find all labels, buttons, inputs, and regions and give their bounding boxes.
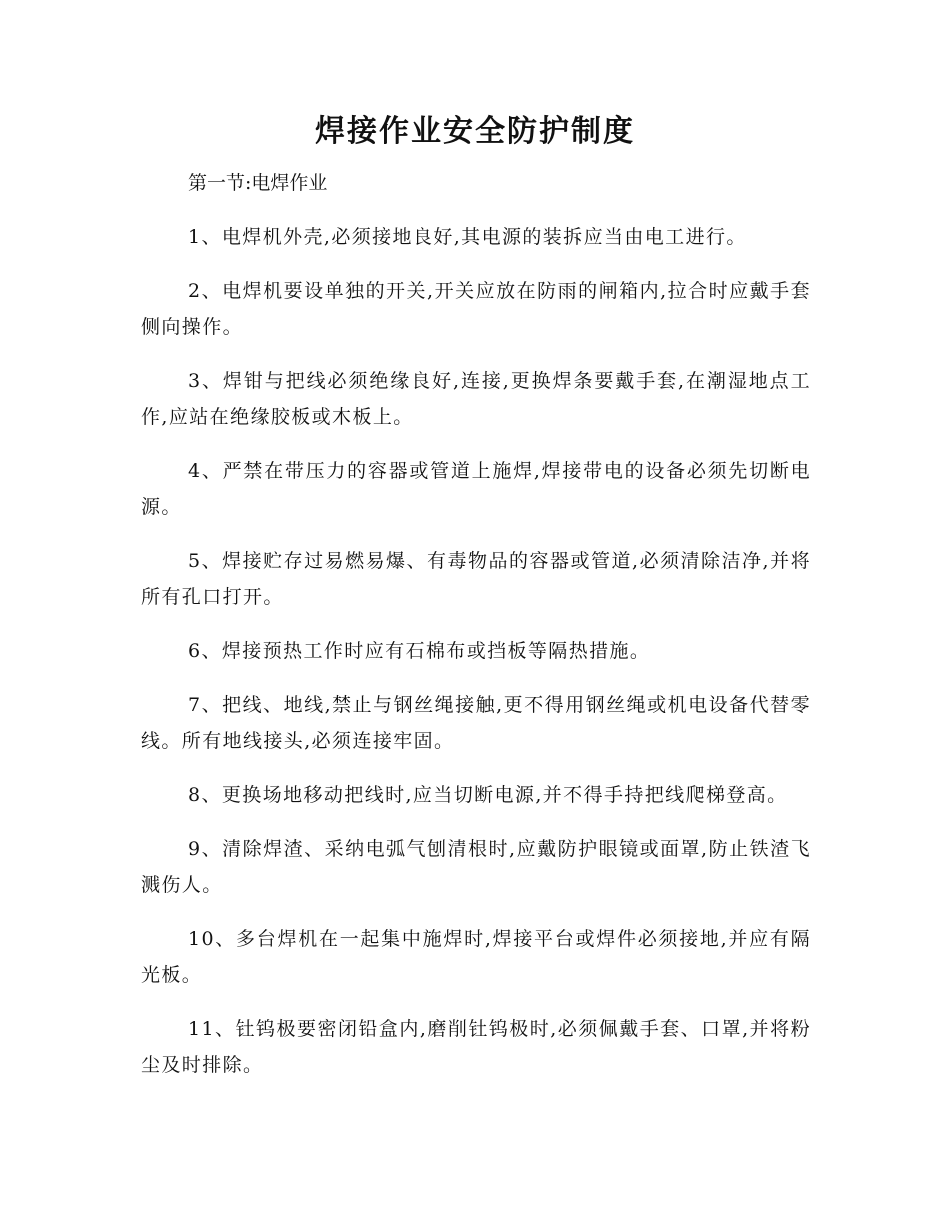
clause-2: 2、电焊机要设单独的开关,开关应放在防雨的闸箱内,拉合时应戴手套侧向操作。 — [141, 280, 811, 338]
clause-10: 10、多台焊机在一起集中施焊时,焊接平台或焊件必须接地,并应有隔光板。 — [141, 928, 811, 986]
clause-11: 11、钍钨极要密闭铅盒内,磨削钍钨极时,必须佩戴手套、口罩,并将粉尘及时排除。 — [141, 1018, 811, 1076]
clause-4: 4、严禁在带压力的容器或管道上施焊,焊接带电的设备必须先切断电源。 — [141, 460, 811, 518]
clause-6: 6、焊接预热工作时应有石棉布或挡板等隔热措施。 — [188, 640, 651, 662]
clause-5: 5、焊接贮存过易燃易爆、有毒物品的容器或管道,必须清除洁净,并将所有孔口打开。 — [141, 550, 811, 608]
document-body — [141, 165, 811, 1083]
section-heading: 第一节:电焊作业 — [188, 172, 328, 194]
clause-7: 7、把线、地线,禁止与钢丝绳接触,更不得用钢丝绳或机电设备代替零线。所有地线接头,必须连接牢固。 — [141, 694, 811, 752]
clause-9: 9、清除焊渣、采纳电弧气刨清根时,应戴防护眼镜或面罩,防止铁渣飞溅伤人。 — [141, 838, 811, 896]
clause-3: 3、焊钳与把线必须绝缘良好,连接,更换焊条要戴手套,在潮湿地点工作,应站在绝缘胶板或木板上。 — [141, 370, 811, 428]
clause-1: 1、电焊机外壳,必须接地良好,其电源的装拆应当由电工进行。 — [188, 226, 747, 248]
clause-8: 8、更换场地移动把线时,应当切断电源,并不得手持把线爬梯登高。 — [188, 784, 788, 806]
page-title: 焊接作业安全防护制度 — [315, 114, 635, 149]
